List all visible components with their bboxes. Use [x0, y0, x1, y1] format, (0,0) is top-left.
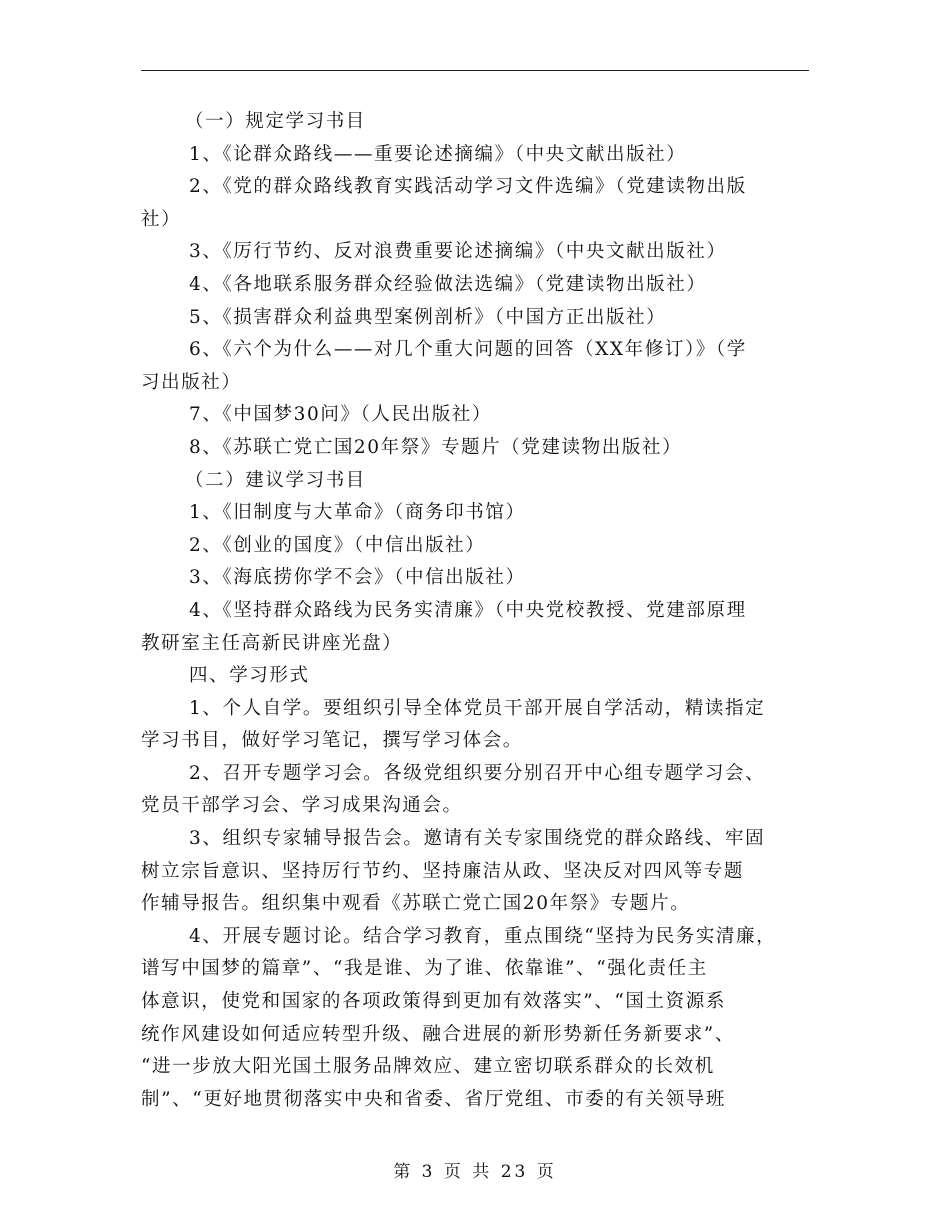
- list-item: 1、《旧制度与大革命》（商务印书馆）: [189, 502, 526, 524]
- paragraph-line: 3、组织专家辅导报告会。邀请有关专家围绕党的群众路线、牢固: [189, 828, 766, 850]
- page-number-footer: 第 3 页 共 23 页: [393, 1162, 557, 1182]
- list-item: 8、《苏联亡党亡国20年祭》专题片（党建读物出版社）: [189, 436, 683, 458]
- list-item-continuation: 社）: [141, 208, 182, 230]
- list-item: 3、《厉行节约、反对浪费重要论述摘编》（中央文献出版社）: [189, 241, 727, 263]
- paragraph-line: 学习书目，做好学习笔记，撰写学习体会。: [141, 730, 523, 752]
- list-item-continuation: 教研室主任高新民讲座光盘）: [141, 632, 403, 654]
- paragraph-line: 制”、“更好地贯彻落实中央和省委、省厅党组、市委的有关领导班: [141, 1088, 726, 1110]
- heading-prescribed-books: （一）规定学习书目: [185, 111, 366, 132]
- paragraph-line: 作辅导报告。组织集中观看《苏联亡党亡国20年祭》专题片。: [141, 893, 691, 915]
- list-item: 4、《坚持群众路线为民务实清廉》（中央党校教授、党建部原理: [189, 599, 747, 621]
- list-item: 6、《六个为什么——对几个重大问题的回答（XX年修订）》（学: [189, 339, 747, 361]
- list-item: 4、《各地联系服务群众经验做法选编》（党建读物出版社）: [189, 273, 707, 295]
- paragraph-line: 1、个人自学。要组织引导全体党员干部开展自学活动，精读指定: [189, 697, 766, 719]
- list-item: 7、《中国梦30问》（人民出版社）: [189, 404, 493, 426]
- paragraph-line: 树立宗旨意识、坚持厉行节约、坚持廉洁从政、坚决反对四风等专题: [141, 860, 745, 882]
- header-rule: [141, 70, 809, 71]
- paragraph-line: 4、开展专题讨论。结合学习教育，重点围绕“坚持为民务实清廉，: [189, 925, 777, 947]
- heading-suggested-books: （二）建议学习书目: [185, 469, 366, 491]
- paragraph-line: 2、召开专题学习会。各级党组织要分别召开中心组专题学习会、: [189, 762, 766, 784]
- list-item-continuation: 习出版社）: [141, 371, 242, 393]
- document-body: [141, 106, 811, 1116]
- list-item: 1、《论群众路线——重要论述摘编》（中央文献出版社）: [189, 143, 687, 165]
- paragraph-line: 党员干部学习会、学习成果沟通会。: [141, 795, 463, 817]
- paragraph-line: 统作风建设如何适应转型升级、融合进展的新形势新任务新要求”、: [141, 1023, 735, 1045]
- list-item: 2、《创业的国度》（中信出版社）: [189, 534, 486, 556]
- paragraph-line: 体意识，使党和国家的各项政策得到更加有效落实”、“国土资源系: [141, 991, 726, 1013]
- section-heading-study-forms: 四、学习形式: [189, 665, 310, 687]
- list-item: 3、《海底捞你学不会》（中信出版社）: [189, 567, 526, 589]
- paragraph-line: “进一步放大阳光国土服务品牌效应、建立密切联系群众的长效机: [141, 1056, 715, 1078]
- paragraph-line: 谱写中国梦的篇章”、“我是谁、为了谁、依靠谁”、“强化责任主: [141, 958, 708, 980]
- list-item: 5、《损害群众利益典型案例剖析》（中国方正出版社）: [189, 306, 667, 328]
- list-item: 2、《党的群众路线教育实践活动学习文件选编》（党建读物出版: [189, 176, 747, 198]
